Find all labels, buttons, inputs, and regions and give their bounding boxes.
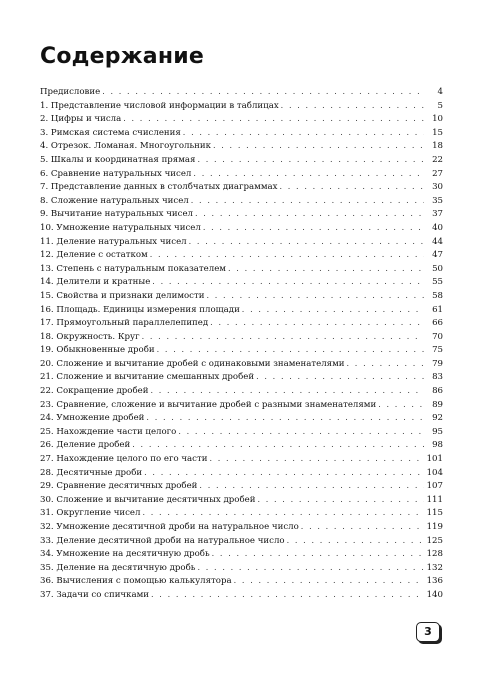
toc-entry-title: 26. Деление дробей <box>40 440 131 451</box>
toc-entry[interactable] <box>40 221 443 235</box>
toc-entry[interactable] <box>40 330 443 344</box>
toc-entry[interactable] <box>40 466 443 480</box>
toc-entry-page: 37 <box>432 209 443 220</box>
toc-dot-leader <box>281 99 424 113</box>
toc-entry-page: 61 <box>432 304 443 315</box>
toc-dot-leader <box>287 534 424 548</box>
toc-entry[interactable] <box>40 126 443 140</box>
toc-dot-leader <box>209 452 423 466</box>
toc-dot-leader <box>197 561 423 575</box>
toc-entry[interactable] <box>40 343 443 357</box>
toc-dot-leader <box>150 248 424 262</box>
toc-dot-leader <box>150 384 424 398</box>
toc-entry[interactable] <box>40 180 443 194</box>
toc-entry[interactable] <box>40 275 443 289</box>
toc-entry-title: 3. Римская система счисления <box>40 127 181 138</box>
toc-entry-page: 136 <box>426 576 443 587</box>
toc-entry-title: 15. Свойства и признаки делимости <box>40 290 205 301</box>
toc-entry-page: 70 <box>432 331 443 342</box>
toc-dot-leader <box>210 316 424 330</box>
toc-entry-page: 92 <box>432 413 443 424</box>
toc-entry-page: 5 <box>437 100 443 111</box>
toc-entry-title: 12. Деление с остатком <box>40 250 148 261</box>
toc-entry-title: Предисловие <box>40 87 101 97</box>
toc-entry-page: 35 <box>432 195 443 206</box>
toc-entry-page: 89 <box>432 399 443 410</box>
toc-entry-title: 5. Шкалы и координатная прямая <box>40 154 196 165</box>
toc-dot-leader <box>203 221 424 235</box>
toc-dot-leader <box>132 438 424 452</box>
toc-entry-title: 20. Сложение и вычитание дробей с одинаковыми знаменателями <box>40 358 345 369</box>
toc-entry-title: 29. Сравнение десятичных дробей <box>40 481 198 492</box>
toc-entry-page: 132 <box>426 562 443 573</box>
toc-entry-page: 44 <box>432 236 443 247</box>
toc-entry[interactable] <box>40 452 443 466</box>
toc-dot-leader <box>347 357 424 371</box>
toc-entry[interactable] <box>40 112 443 126</box>
toc-entry-title: 14. Делители и кратные <box>40 277 151 288</box>
toc-dot-leader <box>152 275 424 289</box>
toc-dot-leader <box>228 262 424 276</box>
toc-entry[interactable] <box>40 207 443 221</box>
toc-entry-page: 50 <box>432 263 443 274</box>
toc-dot-leader <box>279 180 424 194</box>
toc-entry[interactable] <box>40 139 443 153</box>
toc-dot-leader <box>199 479 423 493</box>
toc-dot-leader <box>206 289 424 303</box>
toc-entry[interactable] <box>40 194 443 208</box>
toc-entry-page: 107 <box>426 481 443 492</box>
toc-entry-title: 9. Вычитание натуральных чисел <box>40 209 193 220</box>
toc-entry-title: 28. Десятичные дроби <box>40 467 143 478</box>
toc-entry-title: 16. Площадь. Единицы измерения площади <box>40 304 240 315</box>
toc-entry-page: 83 <box>432 372 443 383</box>
toc-dot-leader <box>191 194 424 208</box>
toc-entry-title: 23. Сравнение, сложение и вычитание дробей с разными знаменателями <box>40 399 377 410</box>
toc-dot-leader <box>197 153 424 167</box>
toc-entry[interactable] <box>40 398 443 412</box>
toc-entry-page: 58 <box>432 290 443 301</box>
toc-entry-title: 2. Цифры и числа <box>40 114 122 125</box>
toc-entry-title: 18. Окружность. Круг <box>40 331 140 342</box>
toc-entry[interactable] <box>40 357 443 371</box>
toc-dot-leader <box>142 506 423 520</box>
toc-dot-leader <box>142 330 424 344</box>
toc-entry-title: 32. Умножение десятичной дроби на натуральное число <box>40 522 299 532</box>
toc-entry-title: 33. Деление десятичной дроби на натуральное число <box>40 535 285 546</box>
toc-entry-page: 10 <box>432 114 443 125</box>
toc-entry-page: 27 <box>432 168 443 179</box>
toc-dot-leader <box>256 370 424 384</box>
toc-entry-title: 31. Округление чисел <box>40 508 141 519</box>
toc-dot-leader <box>102 85 424 99</box>
toc-entry[interactable] <box>40 520 443 534</box>
toc-entry-page: 119 <box>426 522 443 532</box>
toc-entry-title: 8. Сложение натуральных чисел <box>40 195 189 206</box>
toc-entry-title: 19. Обыкновенные дроби <box>40 345 155 356</box>
toc-entry-page: 111 <box>426 494 443 505</box>
toc-dot-leader <box>123 112 424 126</box>
toc-entry[interactable] <box>40 85 443 99</box>
toc-entry-page: 15 <box>432 127 443 138</box>
toc-entry[interactable] <box>40 425 443 439</box>
toc-entry[interactable] <box>40 588 443 602</box>
toc-dot-leader <box>193 167 424 181</box>
toc-entry-page: 75 <box>432 345 443 356</box>
toc-dot-leader <box>378 398 424 412</box>
page-number-badge: 3 <box>416 622 440 642</box>
toc-entry[interactable] <box>40 561 443 575</box>
toc-dot-leader <box>183 126 424 140</box>
toc-entry[interactable] <box>40 262 443 276</box>
toc-entry-page: 55 <box>432 277 443 288</box>
toc-entry[interactable] <box>40 167 443 181</box>
toc-entry-title: 11. Деление натуральных чисел <box>40 236 187 247</box>
toc-entry[interactable] <box>40 574 443 588</box>
toc-dot-leader <box>301 520 424 534</box>
toc-dot-leader <box>234 574 424 588</box>
toc-entry-page: 79 <box>432 358 443 369</box>
toc-entry[interactable] <box>40 303 443 317</box>
toc-dot-leader <box>151 588 424 602</box>
toc-entry-page: 101 <box>426 454 443 465</box>
toc-entry-title: 34. Умножение на десятичную дробь <box>40 549 210 560</box>
toc-entry-title: 1. Представление числовой информации в таблицах <box>40 100 279 111</box>
toc-entry-title: 24. Умножение дробей <box>40 413 145 424</box>
toc-dot-leader <box>189 235 424 249</box>
toc-dot-leader <box>178 425 424 439</box>
toc-entry-title: 30. Сложение и вычитание десятичных дробей <box>40 494 256 505</box>
toc-dot-leader <box>195 207 424 221</box>
toc-dot-leader <box>242 303 424 317</box>
toc-entry[interactable] <box>40 316 443 330</box>
toc-dot-leader <box>146 411 424 425</box>
toc-entry-page: 4 <box>437 87 443 97</box>
toc-entry-page: 30 <box>432 182 443 193</box>
toc-entry[interactable] <box>40 248 443 262</box>
toc-entry[interactable] <box>40 235 443 249</box>
toc-entry[interactable] <box>40 99 443 113</box>
toc-entry[interactable] <box>40 493 443 507</box>
toc-entry[interactable] <box>40 479 443 493</box>
toc-entry[interactable] <box>40 384 443 398</box>
toc-entry-title: 21. Сложение и вычитание смешанных дробей <box>40 372 255 383</box>
toc-entry-page: 47 <box>432 250 443 261</box>
toc-entry-page: 128 <box>426 549 443 560</box>
toc-dot-leader <box>144 466 423 480</box>
toc-entry-title: 4. Отрезок. Ломаная. Многоугольник <box>40 141 211 152</box>
toc-entry-page: 66 <box>432 318 443 329</box>
table-of-contents <box>40 85 443 602</box>
toc-entry[interactable] <box>40 534 443 548</box>
toc-entry[interactable] <box>40 370 443 384</box>
toc-entry-page: 95 <box>432 426 443 437</box>
toc-entry-title: 10. Умножение натуральных чисел <box>40 222 201 233</box>
toc-entry-page: 140 <box>426 589 443 600</box>
toc-dot-leader <box>257 493 423 507</box>
toc-entry[interactable] <box>40 411 443 425</box>
toc-entry-page: 18 <box>432 141 443 152</box>
toc-entry-title: 13. Степень с натуральным показателем <box>40 263 226 274</box>
toc-entry[interactable] <box>40 438 443 452</box>
toc-entry[interactable] <box>40 153 443 167</box>
page-title: Содержание <box>40 44 204 69</box>
toc-dot-leader <box>212 547 424 561</box>
toc-entry-title: 37. Задачи со спичками <box>40 589 150 600</box>
toc-entry-page: 40 <box>432 222 443 233</box>
toc-entry[interactable] <box>40 547 443 561</box>
toc-entry-title: 7. Представление данных в столбчатых диаграммах <box>40 182 278 193</box>
toc-entry-title: 27. Нахождение целого по его части <box>40 454 208 465</box>
toc-entry-title: 25. Нахождение части целого <box>40 426 177 437</box>
toc-entry-page: 115 <box>426 508 443 519</box>
toc-entry-page: 125 <box>426 535 443 546</box>
toc-entry-title: 36. Вычисления с помощью калькулятора <box>40 576 232 587</box>
toc-entry-title: 6. Сравнение натуральных чисел <box>40 168 192 179</box>
toc-entry-title: 22. Сокращение дробей <box>40 386 149 397</box>
toc-entry[interactable] <box>40 506 443 520</box>
toc-entry-title: 17. Прямоугольный параллелепипед <box>40 318 209 329</box>
toc-entry-page: 98 <box>432 440 443 451</box>
toc-entry-page: 104 <box>426 467 443 478</box>
toc-entry-page: 22 <box>432 154 443 165</box>
toc-dot-leader <box>213 139 424 153</box>
toc-entry-page: 86 <box>432 386 443 397</box>
toc-entry[interactable] <box>40 289 443 303</box>
toc-dot-leader <box>157 343 424 357</box>
toc-entry-title: 35. Деление на десятичную дробь <box>40 562 196 573</box>
